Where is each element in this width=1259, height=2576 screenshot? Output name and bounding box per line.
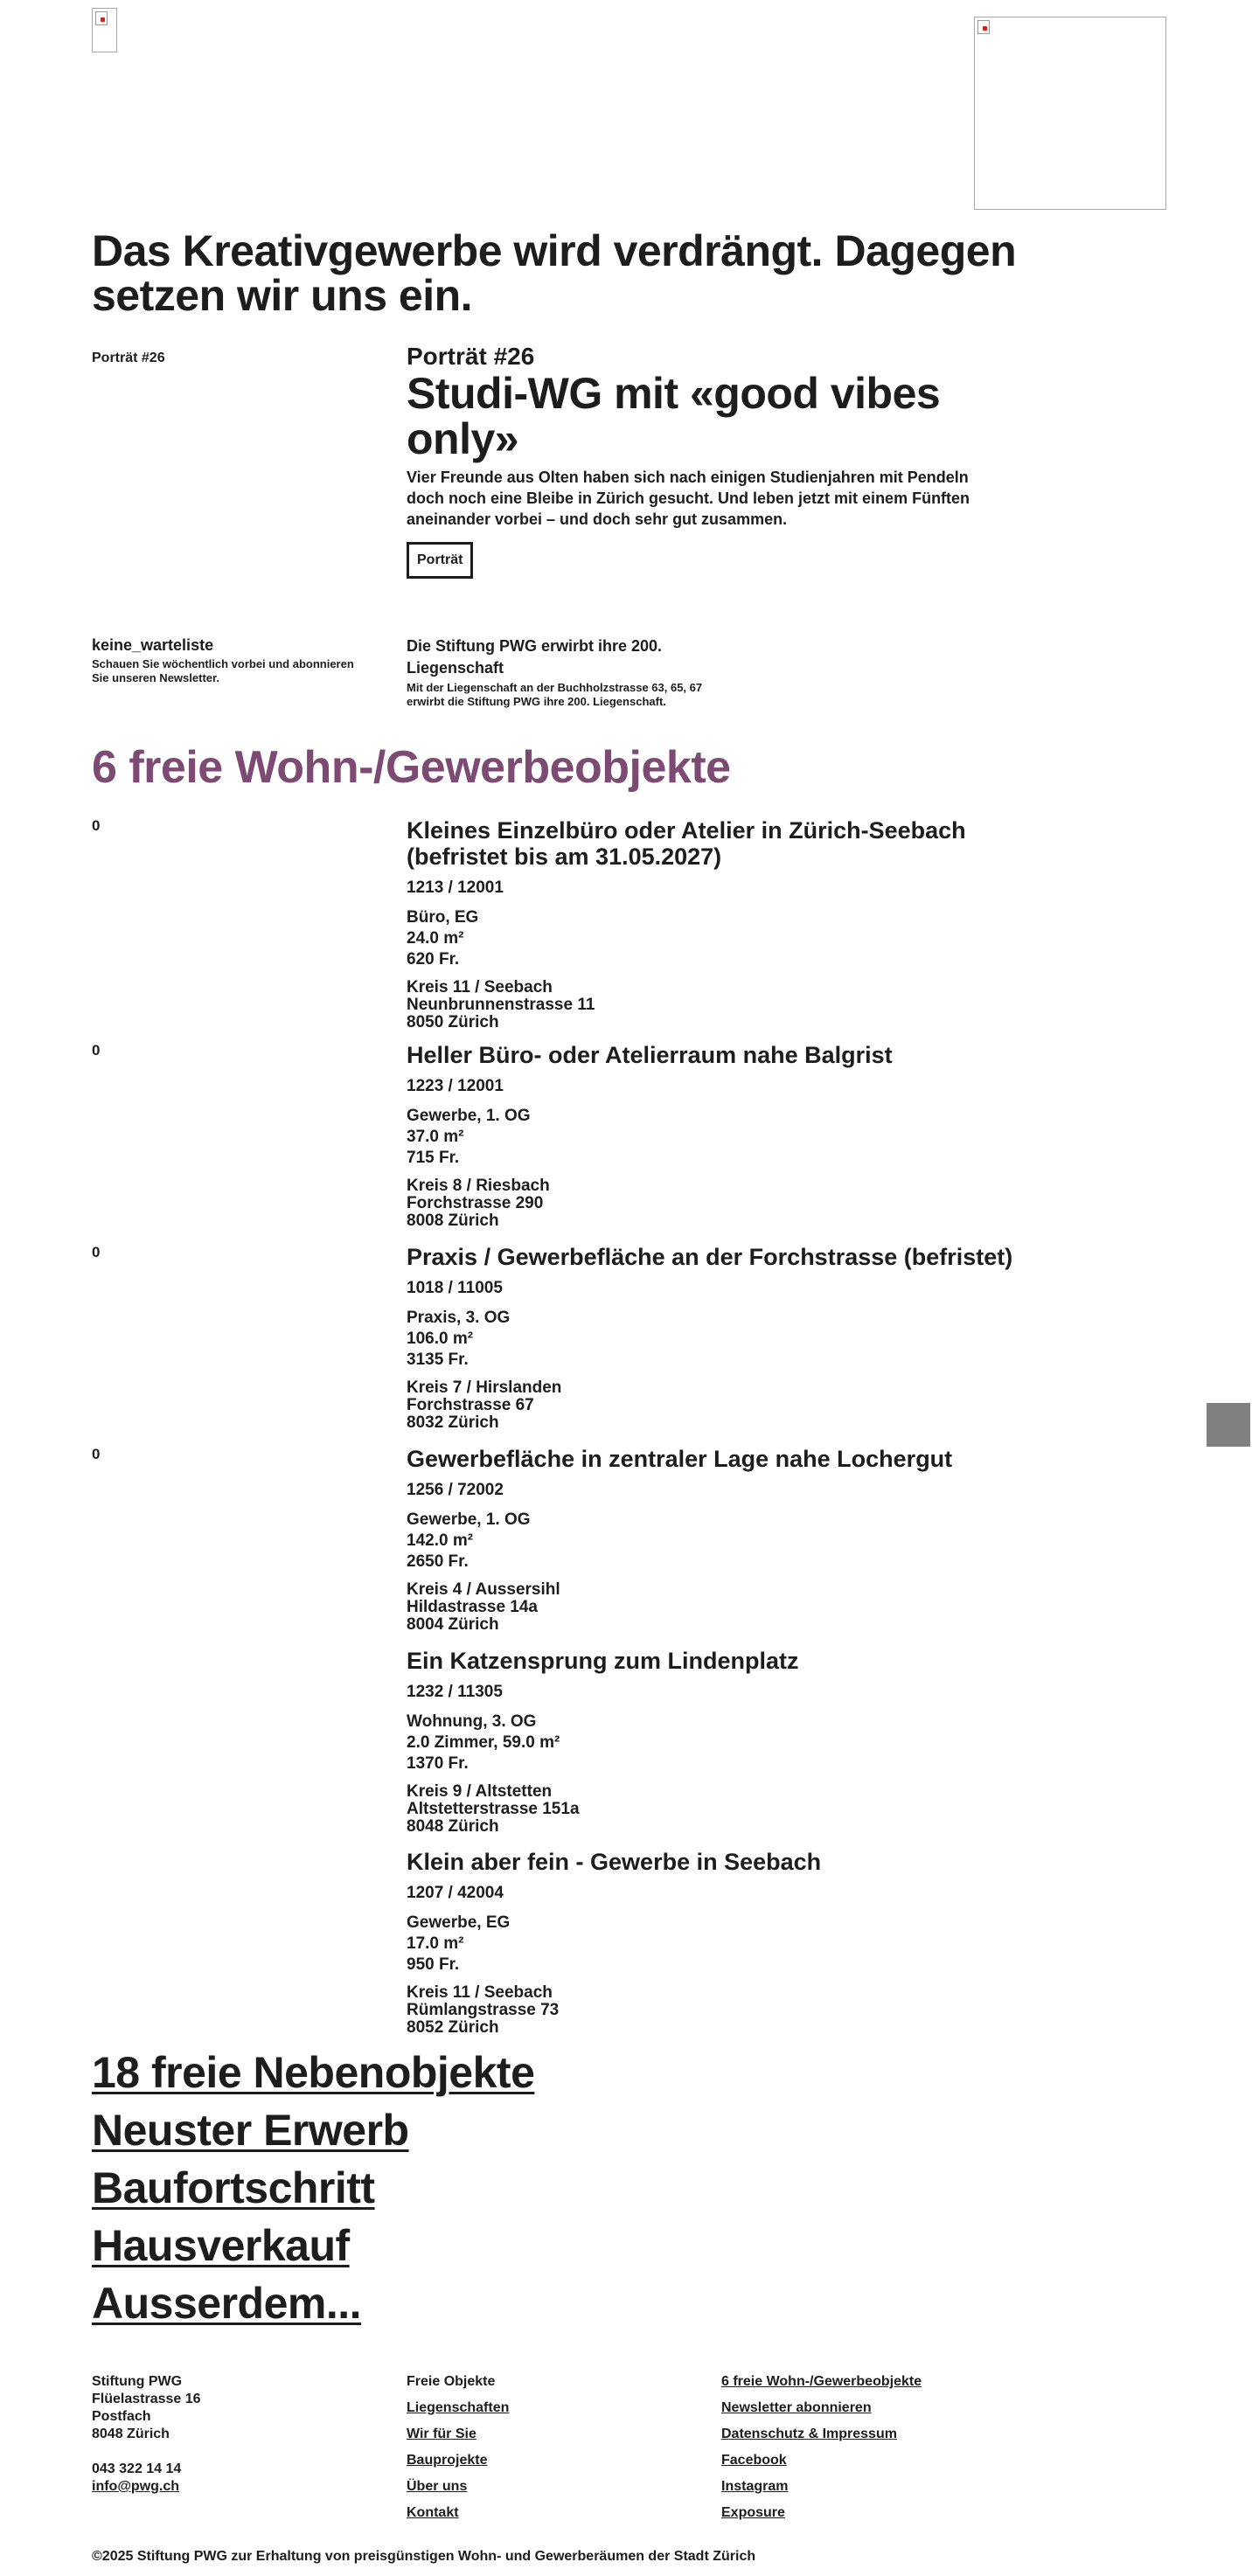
listing-street: Hildastrasse 14a bbox=[407, 1598, 538, 1616]
portrait-kicker: Porträt #26 bbox=[407, 343, 535, 370]
footer-link-facebook[interactable]: Facebook bbox=[721, 2453, 787, 2468]
listing-count: 0 bbox=[92, 1446, 101, 1462]
listing-street: Altstetterstrasse 151a bbox=[407, 1800, 580, 1818]
listing-address bbox=[407, 1783, 1019, 1836]
listing-ref: 1223 / 12001 bbox=[407, 1077, 504, 1095]
listing-address bbox=[407, 1581, 1019, 1634]
footer-copyright: ©2025 Stiftung PWG zur Erhaltung von preisgünstigen Wohn- und Gewerberäumen der Stadt Zürich bbox=[92, 2549, 756, 2564]
footer-nav-contact[interactable]: Kontakt bbox=[407, 2505, 459, 2520]
listing-meta bbox=[407, 1510, 1019, 1573]
footer-nav-about[interactable]: Über uns bbox=[407, 2479, 468, 2494]
newsletter-title[interactable]: keine_warteliste bbox=[92, 636, 214, 654]
portrait-title[interactable]: Studi-WG mit «good vibes only» bbox=[407, 369, 941, 463]
listing-district: Kreis 11 / Seebach bbox=[407, 1983, 553, 2002]
listing-ref: 1207 / 42004 bbox=[407, 1884, 504, 1902]
footer-city: 8048 Zürich bbox=[92, 2427, 170, 2441]
footer-nav bbox=[407, 2373, 509, 2531]
listing-price: 950 Fr. bbox=[407, 1955, 460, 1974]
listing-size: 24.0 m² bbox=[407, 929, 464, 948]
footer-nav-free-objects[interactable]: Freie Objekte bbox=[407, 2374, 496, 2389]
listing-count: 0 bbox=[92, 1244, 101, 1260]
listing-district: Kreis 9 / Altstetten bbox=[407, 1782, 553, 1801]
listing-street: Forchstrasse 67 bbox=[407, 1396, 534, 1414]
listing-ref: 1213 / 12001 bbox=[407, 878, 504, 897]
listing-ref: 1018 / 11005 bbox=[407, 1279, 503, 1297]
footer-nav-projects[interactable]: Bauprojekte bbox=[407, 2453, 488, 2468]
listing-meta bbox=[407, 1308, 1019, 1371]
listing-city: 8008 Zürich bbox=[407, 1212, 499, 1230]
listings-section-title: 6 freie Wohn-/Gewerbeobjekte bbox=[92, 742, 731, 793]
listing-title[interactable]: Kleines Einzelbüro oder Atelier in Zürich-Seebach (befristet bis am 31.05.2027) bbox=[407, 817, 966, 870]
footer-nav-properties[interactable]: Liegenschaften bbox=[407, 2400, 510, 2415]
footer-link-listings[interactable]: 6 freie Wohn-/Gewerbeobjekte bbox=[721, 2374, 922, 2389]
listing-address bbox=[407, 1177, 1019, 1230]
section-links bbox=[92, 2044, 534, 2332]
listing-size: 2.0 Zimmer, 59.0 m² bbox=[407, 1733, 560, 1752]
portrait-button[interactable]: Porträt bbox=[407, 542, 473, 579]
portrait-side-label: Porträt #26 bbox=[92, 351, 165, 365]
listing-count: 0 bbox=[92, 817, 101, 834]
more-link[interactable]: Ausserdem... bbox=[92, 2279, 362, 2328]
listing-address bbox=[407, 1984, 1019, 2037]
listing-district: Kreis 8 / Riesbach bbox=[407, 1177, 550, 1195]
page-headline: Das Kreativgewerbe wird verdrängt. Dagegen setzen wir uns ein. bbox=[92, 226, 1017, 320]
listing-price: 2650 Fr. bbox=[407, 1552, 469, 1571]
footer-link-newsletter[interactable]: Newsletter abonnieren bbox=[721, 2400, 872, 2415]
listing-price: 620 Fr. bbox=[407, 950, 460, 969]
listing-district: Kreis 7 / Hirslanden bbox=[407, 1378, 562, 1397]
portrait-lead: Vier Freunde aus Olten haben sich nach einigen Studienjahren mit Pendeln doch noch eine Bleibe in Zürich gesucht. Und leben jetzt mit einem Fünften aneinander vorbei – und doch sehr gut zusammen. bbox=[407, 469, 970, 528]
newsletter-text: Schauen Sie wöchentlich vorbei und abonnieren Sie unseren Newsletter. bbox=[92, 657, 354, 684]
listing-title[interactable]: Gewerbefläche in zentraler Lage nahe Lochergut bbox=[407, 1446, 953, 1472]
broken-image-icon bbox=[95, 11, 108, 25]
listing-meta bbox=[407, 1106, 1019, 1169]
listing-type: Gewerbe, 1. OG bbox=[407, 1510, 531, 1529]
footer-link-instagram[interactable]: Instagram bbox=[721, 2479, 789, 2494]
listing-size: 142.0 m² bbox=[407, 1531, 474, 1550]
listing-count: 0 bbox=[92, 1042, 101, 1059]
listing-price: 1370 Fr. bbox=[407, 1754, 469, 1773]
listing-title[interactable]: Klein aber fein - Gewerbe in Seebach bbox=[407, 1849, 822, 1875]
footer-box: Postfach bbox=[92, 2409, 151, 2424]
listing-price: 715 Fr. bbox=[407, 1149, 460, 1167]
listing-city: 8050 Zürich bbox=[407, 1013, 499, 1031]
footer-phone: 043 322 14 14 bbox=[92, 2461, 182, 2476]
footer-link-privacy[interactable]: Datenschutz & Impressum bbox=[721, 2427, 897, 2441]
listing-city: 8004 Zürich bbox=[407, 1615, 499, 1634]
listing-meta bbox=[407, 1712, 1019, 1774]
newsletter-teaser[interactable] bbox=[92, 635, 380, 685]
listing-address bbox=[407, 1379, 1019, 1432]
listing-type: Wohnung, 3. OG bbox=[407, 1712, 537, 1731]
listing-type: Gewerbe, EG bbox=[407, 1913, 511, 1932]
listing-size: 37.0 m² bbox=[407, 1128, 464, 1146]
listing-meta bbox=[407, 1913, 1019, 1975]
news-teaser[interactable] bbox=[407, 635, 704, 709]
listing-type: Praxis, 3. OG bbox=[407, 1309, 511, 1327]
listing-district: Kreis 4 / Aussersihl bbox=[407, 1580, 560, 1599]
footer-nav-about-us[interactable]: Wir für Sie bbox=[407, 2427, 476, 2441]
listing-street: Forchstrasse 290 bbox=[407, 1194, 544, 1212]
listing-street: Rümlangstrasse 73 bbox=[407, 2001, 560, 2019]
scroll-top-button[interactable] bbox=[1207, 1403, 1250, 1447]
secondary-objects-link[interactable]: 18 freie Nebenobjekte bbox=[92, 2048, 535, 2097]
listing-size: 106.0 m² bbox=[407, 1330, 474, 1348]
listing-size: 17.0 m² bbox=[407, 1934, 464, 1953]
listing-price: 3135 Fr. bbox=[407, 1350, 469, 1369]
footer-email-link[interactable]: info@pwg.ch bbox=[92, 2479, 180, 2494]
house-sale-link[interactable]: Hausverkauf bbox=[92, 2221, 350, 2270]
listing-ref: 1232 / 11305 bbox=[407, 1683, 503, 1701]
logo-link[interactable] bbox=[92, 8, 117, 52]
listing-title[interactable]: Heller Büro- oder Atelierraum nahe Balgrist bbox=[407, 1042, 893, 1068]
footer-street: Flüelastrasse 16 bbox=[92, 2392, 201, 2406]
footer-links bbox=[721, 2373, 922, 2531]
construction-progress-link[interactable]: Baufortschritt bbox=[92, 2163, 375, 2212]
listing-title[interactable]: Ein Katzensprung zum Lindenplatz bbox=[407, 1648, 799, 1674]
listing-ref: 1256 / 72002 bbox=[407, 1481, 504, 1499]
hero-image bbox=[974, 17, 1166, 210]
listing-type: Büro, EG bbox=[407, 908, 479, 927]
news-title[interactable]: Die Stiftung PWG erwirbt ihre 200. Liegenschaft bbox=[407, 637, 663, 677]
listing-meta bbox=[407, 907, 1019, 970]
listing-type: Gewerbe, 1. OG bbox=[407, 1107, 531, 1125]
footer-org-name: Stiftung PWG bbox=[92, 2374, 183, 2389]
listing-city: 8032 Zürich bbox=[407, 1413, 499, 1432]
portrait-teaser bbox=[407, 343, 1001, 579]
news-text: Mit der Liegenschaft an der Buchholzstrasse 63, 65, 67 erwirbt die Stiftung PWG ihre 200. Liegenschaft. bbox=[407, 681, 703, 708]
broken-image-icon bbox=[977, 20, 990, 34]
listing-address bbox=[407, 979, 1019, 1031]
listing-city: 8052 Zürich bbox=[407, 2018, 499, 2037]
listing-district: Kreis 11 / Seebach bbox=[407, 978, 553, 996]
listing-street: Neunbrunnenstrasse 11 bbox=[407, 996, 595, 1014]
listing-title[interactable]: Praxis / Gewerbefläche an der Forchstrasse (befristet) bbox=[407, 1244, 1013, 1270]
listing-city: 8048 Zürich bbox=[407, 1817, 499, 1836]
footer-link-exposure[interactable]: Exposure bbox=[721, 2505, 785, 2520]
footer-address bbox=[92, 2373, 201, 2496]
newest-acquisition-link[interactable]: Neuster Erwerb bbox=[92, 2106, 409, 2155]
